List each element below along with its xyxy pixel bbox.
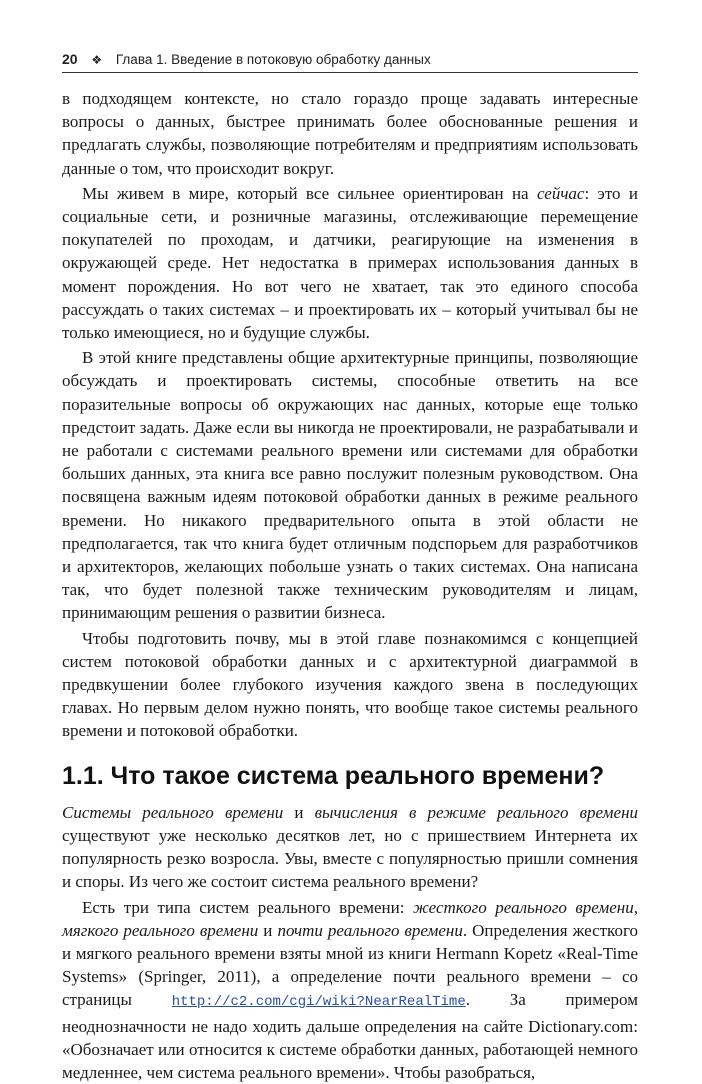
paragraph-three-types (62, 896, 638, 1084)
paragraph-continuation: в подходящем контексте, но стало гораздо проще задавать интересные вопросы о данных, быстрее принимать более обоснованные решения и предлагать службы, позволяющие потребителям и предприятиям использовать данные о том, что происходит вокруг. (62, 87, 638, 180)
page-body (62, 87, 638, 1084)
paragraph-text: . За примером неоднозначности не надо ходить дальше определения на сайте Dictionary.com: «Обозначает или относится к системе обработки данных, работающей немного медленнее, чем система реального времени». Чтобы разобраться, (62, 990, 638, 1082)
paragraph-text: и (283, 803, 314, 822)
running-header (62, 50, 638, 73)
paragraph-text: Мы живем в мире, который все сильнее ориентирован на (82, 184, 537, 203)
paragraph-text: , (634, 898, 638, 917)
section-heading: 1.1. Что такое система реального времени? (62, 761, 638, 791)
emphasis-term: жесткого реального времени (413, 898, 634, 917)
paragraph-text: существуют уже несколько десятков лет, но с пришествием Интернета их популярность резко возросла. Увы, вместе с популярностью пришли сомнения и споры. Из чего же состоит система реального времени? (62, 826, 638, 891)
chapter-title: Глава 1. Введение в потоковую обработку данных (116, 52, 431, 67)
wiki-link[interactable]: http://c2.com/cgi/wiki?NearRealTime (172, 994, 466, 1010)
paragraph-text: Есть три типа систем реального времени: (82, 898, 413, 917)
paragraph-text: и (258, 921, 277, 940)
emphasis-term: Системы реального времени (62, 803, 283, 822)
emphasis-term: вычисления в режиме реального времени (315, 803, 638, 822)
emphasis-now: сейчас (537, 184, 585, 203)
paragraph-realtime-systems (62, 801, 638, 894)
ornament-icon: ❖ (91, 51, 102, 69)
page-number: 20 (62, 51, 78, 67)
paragraph-now (62, 182, 638, 344)
emphasis-term: почти реального времени (277, 921, 462, 940)
paragraph-text: . Определения жесткого и мягкого реального времени взяты мной из книги Hermann Kopetz «Real-Time Systems» (Springer, 2011), а определение почти реального времени – со страницы (62, 921, 638, 1010)
paragraph-text: : это и социальные сети, и розничные магазины, отслеживающие перемещение покупателей по проходам, и датчики, реагирующие на изменения в окружающей среде. Нет недостатка в примерах использования данных в момент порождения. Но вот чего не хватает, так это единого способа рассуждать о таких системах – и проектировать их – который учитывал бы не только имеющиеся, но и будущие службы. (62, 184, 638, 342)
emphasis-term: мягкого реального времени (62, 921, 258, 940)
paragraph-chapter-plan: Чтобы подготовить почву, мы в этой главе познакомимся с концепцией систем потоковой обработки данных и с архитектурной диаграммой в предвкушении более глубокого изучения каждого звена в последующих главах. Но первым делом нужно понять, что вообще такое системы реального времени и потоковой обработки. (62, 627, 638, 743)
paragraph-book-intro: В этой книге представлены общие архитектурные принципы, позволяющие обсуждать и проектировать системы, способные ответить на все поразительные вопросы об окружающих нас данных, которые еще только предстоит задать. Даже если вы никогда не проектировали, не разрабатывали и не работали с системами реального времени или системами для обработки больших данных, эта книга все равно послужит полезным руководством. Она посвящена важным идеям потоковой обработки данных в режиме реального времени. Но никакого предварительного опыта в этой области не предполагается, так что книга будет отличным подспорьем для разработчиков и архитекторов, желающих побольше узнать о таких системах. Она написана так, что будет полезной также техническим руководителям и лицам, принимающим решения о развитии бизнеса. (62, 346, 638, 624)
